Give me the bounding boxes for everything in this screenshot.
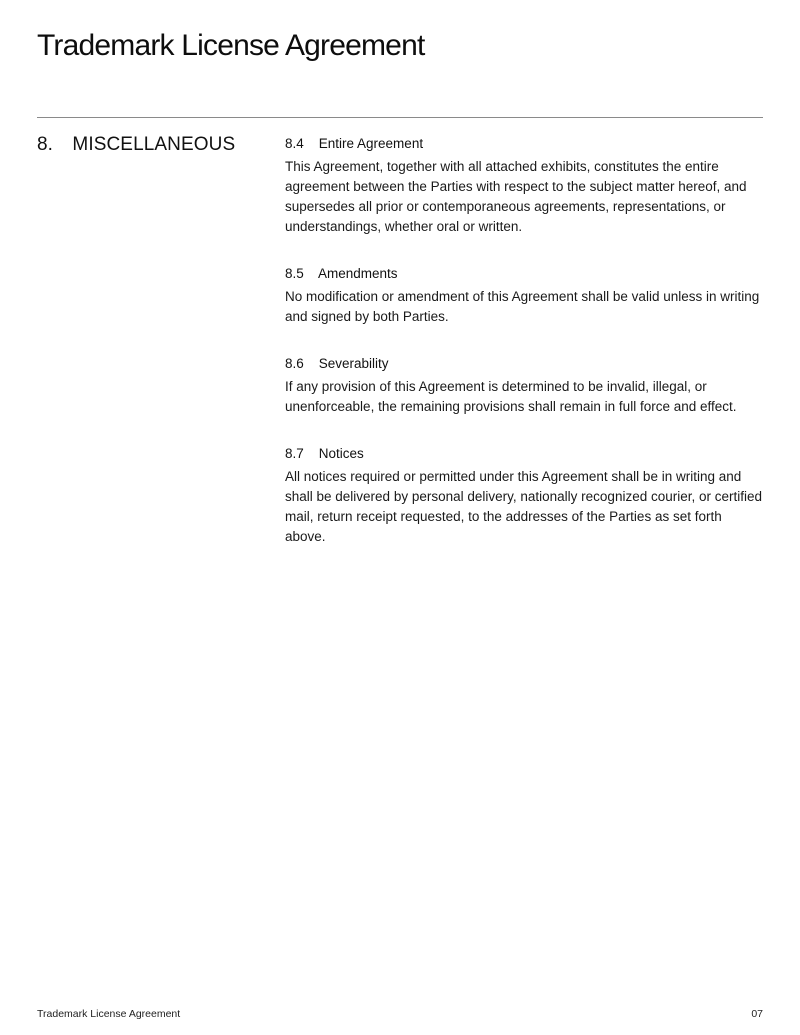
- clause-entire-agreement: [285, 136, 765, 237]
- section-title: MISCELLANEOUS: [72, 134, 236, 155]
- clause-amendments: [285, 266, 765, 327]
- clause-number: 8.7: [285, 446, 304, 461]
- clause-heading: [285, 266, 765, 281]
- clause-body: All notices required or permitted under this Agreement shall be in writing and shall be delivered by personal delivery, nationally recognized courier, or certified mail, return receipt requested, to the addresses of the Parties as set forth above.: [285, 469, 763, 544]
- clause-list: [285, 136, 765, 576]
- clause-title: Entire Agreement: [318, 136, 424, 151]
- clause-heading: [285, 446, 765, 461]
- document-title: Trademark License Agreement: [37, 29, 425, 62]
- section-number: 8.: [37, 134, 54, 155]
- title-divider: [37, 117, 763, 118]
- clause-number: 8.6: [285, 356, 304, 371]
- clause-number: 8.4: [285, 136, 304, 151]
- clause-heading: [285, 356, 765, 371]
- clause-notices: [285, 446, 765, 547]
- clause-severability: [285, 356, 765, 417]
- clause-body: This Agreement, together with all attached exhibits, constitutes the entire agreement between the Parties with respect to the subject matter hereof, and supersedes all prior or contemporaneous agreements, representations, or understandings, whether oral or written.: [285, 159, 747, 234]
- clause-title: Amendments: [318, 266, 398, 281]
- clause-title: Severability: [318, 356, 389, 371]
- clause-body: If any provision of this Agreement is determined to be invalid, illegal, or unenforceable, the remaining provisions shall remain in full force and effect.: [285, 379, 737, 414]
- footer-page-number: 07: [751, 1008, 763, 1020]
- footer-document-title: Trademark License Agreement: [37, 1008, 181, 1020]
- clause-title: Notices: [318, 446, 364, 461]
- clause-body: No modification or amendment of this Agreement shall be valid unless in writing and signed by both Parties.: [285, 289, 760, 324]
- section-heading: [37, 134, 235, 156]
- clause-heading: [285, 136, 765, 151]
- clause-number: 8.5: [285, 266, 304, 281]
